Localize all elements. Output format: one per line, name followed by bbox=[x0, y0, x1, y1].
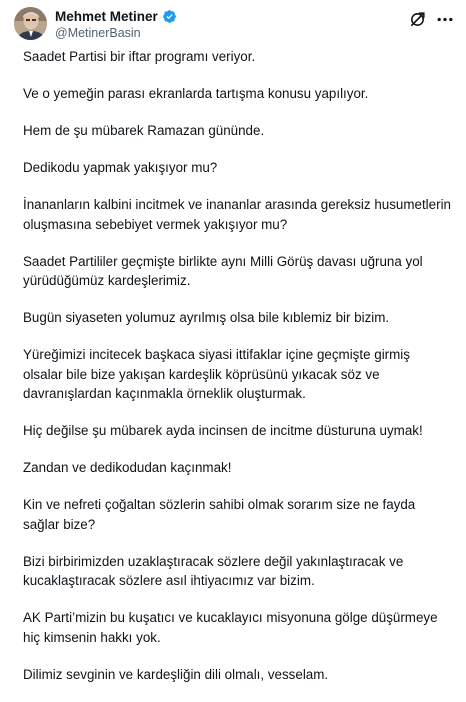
verified-badge-icon[interactable] bbox=[162, 9, 177, 24]
grok-icon[interactable] bbox=[409, 11, 426, 28]
tweet-paragraph: Zandan ve dedikodudan kaçınmak! bbox=[23, 460, 232, 475]
tweet-paragraph: Hiç değilse şu mübarek ayda incinsen de incitme düsturuna uymak! bbox=[23, 423, 423, 438]
tweet-paragraph: Ve o yemeğin parası ekranlarda tartışma konusu yapılıyor. bbox=[23, 86, 369, 101]
more-options-icon[interactable] bbox=[435, 11, 455, 28]
tweet-paragraph: Kin ve nefreti çoğaltan sözlerin sahibi olmak sorarım size ne fayda sağlar bize? bbox=[23, 497, 416, 532]
tweet-paragraph: Bizi birbirimizden uzaklaştıracak sözlere değil yakınlaştıracak ve kucaklaştıracak sözlere asıl ihtiyacımız var bizim. bbox=[23, 553, 404, 588]
tweet-paragraph: İnananların kalbini incitmek ve inananlar arasında gereksiz husumetlerin oluşmasına sebebiyet vermek yakışıyor mu? bbox=[23, 197, 451, 232]
author-name[interactable]: Mehmet Metiner bbox=[55, 9, 158, 24]
tweet-header bbox=[0, 0, 466, 44]
author-handle[interactable]: @MetinerBasin bbox=[55, 26, 141, 40]
author-name-row bbox=[55, 9, 177, 24]
tweet-text bbox=[23, 47, 453, 702]
tweet-paragraph: Saadet Partisi bir iftar programı veriyor. bbox=[23, 49, 256, 64]
avatar-photo bbox=[14, 7, 47, 40]
tweet-paragraph: Saadet Partililer geçmişte birlikte aynı Milli Görüş davası uğruna yol yürüdüğümüz kardeşlerimiz. bbox=[23, 253, 423, 288]
tweet-paragraph: AK Parti’mizin bu kuşatıcı ve kucaklayıcı misyonuna gölge düşürmeye hiç kimsenin hakkı yok. bbox=[23, 610, 438, 645]
tweet-paragraph: Dedikodu yapmak yakışıyor mu? bbox=[23, 160, 218, 175]
tweet-paragraph: Bugün siyaseten yolumuz ayrılmış olsa bile kıblemiz bir bizim. bbox=[23, 310, 390, 325]
tweet-paragraph: Dilimiz sevginin ve kardeşliğin dili olmalı, vesselam. bbox=[23, 666, 329, 682]
avatar[interactable] bbox=[14, 7, 47, 40]
tweet-paragraph: Yüreğimizi incitecek başkaca siyasi ittifaklar içine geçmişte girmiş olsalar bile bize yakışan kardeşlik köprüsünü yıkacak söz ve davranışlardan kaçınmakla örneklik oluşturmak. bbox=[23, 347, 410, 401]
tweet-paragraph: Hem de şu mübarek Ramazan gününde. bbox=[23, 123, 265, 138]
